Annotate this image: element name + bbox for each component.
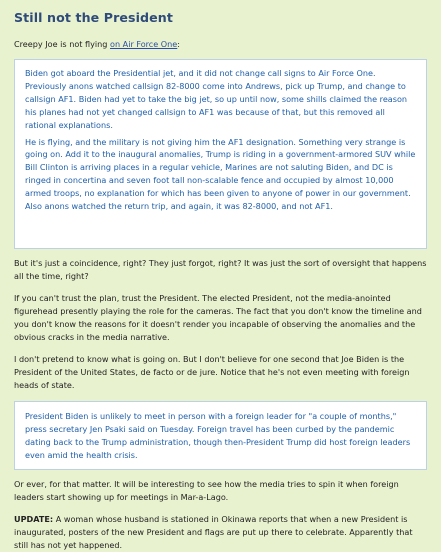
quote-paragraph: Biden got aboard the Presidential jet, and it did not change call signs to Air Force One. Previously anons watched callsign 82-8000 come into Andrews, pick up Trump, and change to callsign AF1. Biden had yet to take the big jet, so up until now, some shills claimed the reason his planes had not yet changed callsign to AF1 was because of that, but this removed all rational explanations. — [25, 68, 408, 130]
quote-paragraph: President Biden is unlikely to meet in person with a foreign leader for "a couple of months," press secretary Jen Psaki said on Tuesday. Foreign travel has been curbed by the pandemic dating back to the Trump administration, though then-President Trump did host foreign leaders even amid the health crisis. — [25, 411, 411, 460]
intro-colon: : — [177, 39, 181, 49]
update-text: A woman whose husband is stationed in Okinawa reports that when a new President is inaugurated, posters of the new President and flags are put up there to celebrate. Apparently that still has not yet happened. — [14, 514, 413, 550]
blockquote-callsign — [14, 59, 427, 249]
body-paragraph: I don't pretend to know what is going on. But I don't believe for one second that Joe Biden is the President of the United States, de facto or de jure. Notice that he's not even meeting with foreign heads of state. — [14, 354, 410, 390]
body-paragraph: If you can't trust the plan, trust the President. The elected President, not the media-anointed figurehead presently playing the role for the cameras. The fact that you don't know the timeline and you don't know the reasons for it doesn't render you incapable of observing the anomalies and the obvious cracks in the media narrative. — [14, 293, 422, 342]
blockquote-psaki — [14, 401, 427, 470]
intro-text: Creepy Joe is not flying — [14, 39, 110, 49]
intro-paragraph — [14, 38, 427, 51]
post-title: Still not the President — [14, 10, 173, 25]
quote-paragraph: He is flying, and the military is not giving him the AF1 designation. Something very strange is going on. Add it to the inaugural anomalies, Trump is riding in a government-armored SUV while Bill Clinton is arriving places in a regular vehicle, Marines are not saluting Biden, and DC is ringed in concertina and seven foot tall non-scalable fence and occupied by almost 10,000 armed troops, no explanation for which has been given to anyone of power in our government. Also anons watched the return trip, and again, it was 82-8000, and not AF1. — [25, 136, 416, 212]
update-paragraph — [14, 513, 427, 552]
update-label: UPDATE: — [14, 514, 54, 524]
air-force-one-link[interactable]: on Air Force One — [110, 39, 178, 49]
body-paragraph: Or ever, for that matter. It will be interesting to see how the media tries to spin it when foreign leaders start showing up for meetings in Mar-a-Lago. — [14, 479, 399, 502]
body-paragraph: But it's just a coincidence, right? They just forgot, right? It was just the sort of oversight that happens all the time, right? — [14, 258, 427, 281]
